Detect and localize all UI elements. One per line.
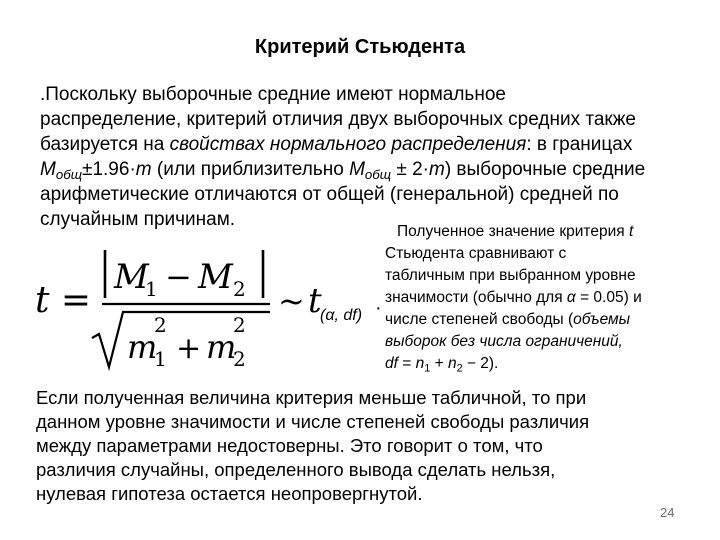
intro-line-4-text-d: ) выборочные средние xyxy=(444,159,646,180)
denominator-m2-sub: 2 xyxy=(233,347,246,371)
formula-lhs: t = xyxy=(35,280,92,321)
note-n1-symbol: n xyxy=(415,355,425,372)
conclusion-line-3: между параметрами недостоверны. Это говорит о том, что xyxy=(36,435,543,456)
note-line-7 xyxy=(385,353,498,375)
denominator-m2-sup: 2 xyxy=(233,313,246,337)
note-line-2: Стьюдента сравнивают с xyxy=(385,245,567,262)
numerator-minus: − xyxy=(165,258,192,296)
formula-dot: · xyxy=(375,297,382,319)
m-general-subscript: общ xyxy=(55,166,83,182)
formula-t-subscript: (α, df) xyxy=(320,307,363,324)
note-line-5-text-a: числе степеней свободы ( xyxy=(385,311,574,328)
numerator-m2: M xyxy=(198,257,233,297)
note-line-5-italic: объемы xyxy=(573,311,631,328)
note-line-1 xyxy=(397,221,633,243)
note-n2-symbol: n xyxy=(447,355,457,372)
formula-tilde: ~ xyxy=(278,282,305,320)
conclusion-line-4: различия случайны, определенного вывода сделать нельзя, xyxy=(36,459,556,480)
slide-title: Критерий Стьюдента xyxy=(254,36,466,58)
numerator-m2-sub: 2 xyxy=(233,277,246,301)
denominator-m1-sub: 1 xyxy=(154,347,167,371)
conclusion-line-1: Если полученная величина критерия меньше табличной, то при xyxy=(36,387,587,408)
intro-line-3-italic: свойствах нормального распределения xyxy=(169,134,527,155)
denominator-plus: + xyxy=(176,331,202,366)
note-line-7-plus: + xyxy=(430,355,448,372)
denominator-m1: m xyxy=(127,328,158,366)
intro-line-4-text-b: (или приблизительно xyxy=(151,159,350,180)
denominator-m2: m xyxy=(206,328,237,366)
note-n1-subscript: 1 xyxy=(424,362,431,375)
intro-line-2: распределение, критерий отличия двух выборочных средних также xyxy=(40,109,636,130)
intro-line-6: случайным причинам. xyxy=(40,209,236,230)
note-line-6 xyxy=(385,331,623,353)
m-general-subscript-2: общ xyxy=(364,166,392,182)
intro-line-4 xyxy=(40,158,645,182)
intro-line-3-text-c: : в границах xyxy=(526,134,633,155)
intro-line-3 xyxy=(40,133,632,157)
formula-t: t xyxy=(308,281,322,321)
note-line-4-text-a: значимости (обычно для xyxy=(385,289,567,306)
intro-line-1: .Поскольку выборочные средние имеют нормальное xyxy=(40,84,506,105)
numerator-m1: M xyxy=(114,257,149,297)
intro-line-3-text-a: базируется на xyxy=(40,134,170,155)
page-number: 24 xyxy=(660,505,675,520)
conclusion-line-2: данном уровне значимости и числе степеней свободы различия xyxy=(36,411,590,432)
m-general-symbol: M xyxy=(40,159,56,180)
note-line-5 xyxy=(385,309,630,331)
note-df-symbol: df xyxy=(385,355,398,372)
note-line-3: табличным при выбранном уровне xyxy=(385,267,636,284)
conclusion-line-5: нулевая гипотеза остается неопровергнутой. xyxy=(36,483,423,504)
note-line-1-text: Полученное значение критерия xyxy=(397,223,629,240)
note-alpha-symbol: α xyxy=(566,289,576,306)
sigma-m-symbol-2: m xyxy=(428,159,445,180)
note-line-4 xyxy=(385,287,642,309)
numerator-m1-sub: 1 xyxy=(145,277,158,301)
intro-line-4-text-c: ± 2· xyxy=(391,159,429,180)
note-line-7-eq: = xyxy=(397,355,416,372)
note-n2-subscript: 2 xyxy=(456,362,463,375)
note-line-6-italic: выборок без числа ограничений, xyxy=(385,333,623,350)
intro-line-5: арифметические отличаются от общей (генеральной) средней по xyxy=(40,184,619,205)
denominator-m1-sup: 2 xyxy=(154,313,167,337)
student-t-formula xyxy=(30,240,385,375)
note-t-symbol: t xyxy=(628,223,634,240)
sigma-m-symbol: m xyxy=(135,159,152,180)
m-general-symbol-2: M xyxy=(349,159,365,180)
note-line-4-text-b: = 0.05) и xyxy=(575,289,642,306)
intro-line-4-text-a: ±1.96· xyxy=(82,159,136,180)
note-line-7-end: − 2). xyxy=(462,355,499,372)
